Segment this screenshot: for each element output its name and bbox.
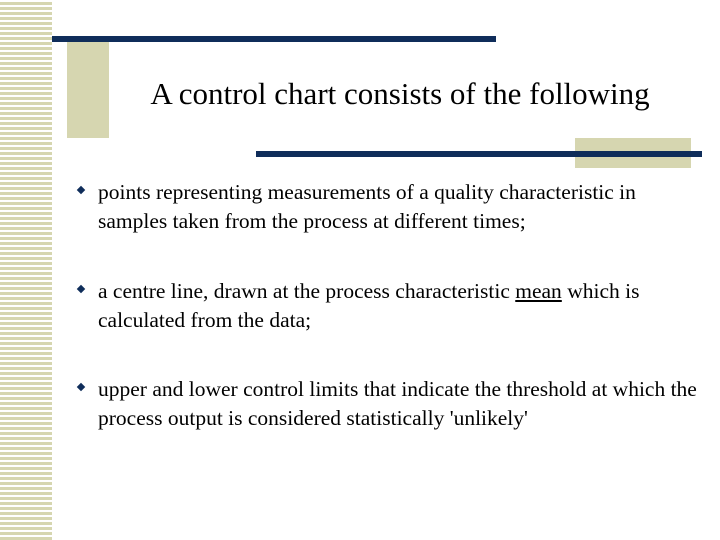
bullet-text-part: points representing measurements of a quality characteristic in samples taken from the process at different times; — [98, 180, 636, 233]
bullet-text — [98, 178, 698, 236]
diamond-bullet-icon — [77, 383, 85, 391]
bullet-text — [98, 277, 698, 335]
slide-title: A control chart consists of the following — [150, 76, 650, 111]
bullet-text — [98, 375, 698, 433]
title-accent-block — [67, 40, 109, 138]
bullet-text-part: upper and lower control limits that indicate the threshold at which the process output is considered statistically 'unlikely' — [98, 377, 697, 430]
top-accent-bar — [52, 36, 496, 42]
striped-decoration — [0, 0, 52, 540]
bullet-text-part: a centre line, drawn at the process characteristic — [98, 279, 516, 303]
diamond-bullet-icon — [77, 285, 85, 293]
bullet-underlined-term: mean — [515, 279, 562, 303]
diamond-bullet-icon — [77, 186, 85, 194]
divider-accent-bar — [256, 151, 702, 157]
bullet-text-part: which is calculated from the data; — [98, 279, 640, 332]
